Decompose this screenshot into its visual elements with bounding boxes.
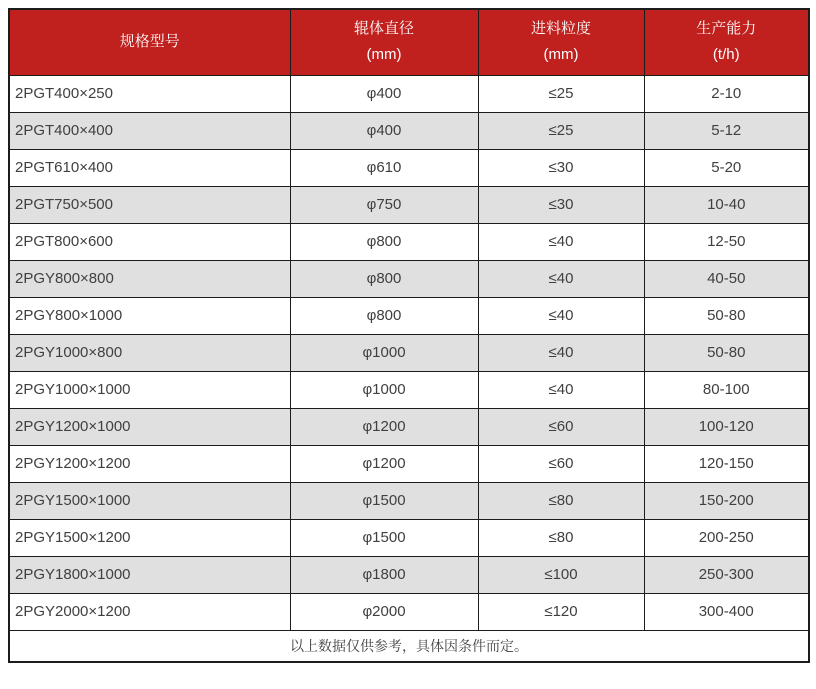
model-cell: 2PGY1200×1200 (9, 445, 290, 482)
col-header-unit: (mm) (543, 46, 579, 64)
model-cell: 2PGY1000×800 (9, 334, 290, 371)
col-header-unit: (mm) (366, 46, 402, 64)
roller-diameter-cell: φ1800 (290, 556, 478, 593)
model-cell: 2PGY1800×1000 (9, 556, 290, 593)
spec-table (8, 8, 810, 663)
roller-diameter-cell: φ610 (290, 149, 478, 186)
model-cell: 2PGY2000×1200 (9, 593, 290, 630)
roller-diameter-cell: φ800 (290, 260, 478, 297)
capacity-cell: 12-50 (644, 223, 809, 260)
feed-size-cell: ≤80 (478, 482, 644, 519)
capacity-cell: 50-80 (644, 334, 809, 371)
feed-size-cell: ≤40 (478, 334, 644, 371)
col-header-roller-diameter (290, 9, 478, 75)
footer-row (9, 630, 809, 662)
col-header-model (9, 9, 290, 75)
capacity-cell: 150-200 (644, 482, 809, 519)
col-header-capacity (644, 9, 809, 75)
table-row (9, 149, 809, 186)
feed-size-cell: ≤60 (478, 445, 644, 482)
model-cell: 2PGT400×250 (9, 75, 290, 112)
capacity-cell: 250-300 (644, 556, 809, 593)
capacity-cell: 100-120 (644, 408, 809, 445)
table-body (9, 75, 809, 630)
table-row (9, 371, 809, 408)
feed-size-cell: ≤40 (478, 260, 644, 297)
header-row (9, 9, 809, 75)
feed-size-cell: ≤25 (478, 112, 644, 149)
feed-size-cell: ≤40 (478, 223, 644, 260)
feed-size-cell: ≤25 (478, 75, 644, 112)
roller-diameter-cell: φ800 (290, 223, 478, 260)
table-row (9, 75, 809, 112)
table-row (9, 519, 809, 556)
model-cell: 2PGT800×600 (9, 223, 290, 260)
capacity-cell: 80-100 (644, 371, 809, 408)
roller-diameter-cell: φ800 (290, 297, 478, 334)
model-cell: 2PGY1000×1000 (9, 371, 290, 408)
model-cell: 2PGY1200×1000 (9, 408, 290, 445)
capacity-cell: 300-400 (644, 593, 809, 630)
feed-size-cell: ≤40 (478, 371, 644, 408)
capacity-cell: 10-40 (644, 186, 809, 223)
feed-size-cell: ≤30 (478, 186, 644, 223)
roller-diameter-cell: φ1500 (290, 482, 478, 519)
model-cell: 2PGT610×400 (9, 149, 290, 186)
col-header-title: 规格型号 (119, 33, 180, 51)
feed-size-cell: ≤30 (478, 149, 644, 186)
capacity-cell: 5-20 (644, 149, 809, 186)
capacity-cell: 40-50 (644, 260, 809, 297)
roller-diameter-cell: φ1500 (290, 519, 478, 556)
roller-diameter-cell: φ1200 (290, 408, 478, 445)
table-row (9, 482, 809, 519)
roller-diameter-cell: φ400 (290, 75, 478, 112)
feed-size-cell: ≤80 (478, 519, 644, 556)
roller-diameter-cell: φ1200 (290, 445, 478, 482)
model-cell: 2PGT400×400 (9, 112, 290, 149)
feed-size-cell: ≤120 (478, 593, 644, 630)
capacity-cell: 50-80 (644, 297, 809, 334)
table-row (9, 260, 809, 297)
capacity-cell: 2-10 (644, 75, 809, 112)
feed-size-cell: ≤40 (478, 297, 644, 334)
feed-size-cell: ≤100 (478, 556, 644, 593)
roller-diameter-cell: φ1000 (290, 334, 478, 371)
capacity-cell: 5-12 (644, 112, 809, 149)
roller-diameter-cell: φ2000 (290, 593, 478, 630)
model-cell: 2PGY800×1000 (9, 297, 290, 334)
table-row (9, 556, 809, 593)
table-row (9, 334, 809, 371)
col-header-feed-size (478, 9, 644, 75)
footer-note: 以上数据仅供参考，具体因条件而定。 (9, 630, 809, 662)
model-cell: 2PGT750×500 (9, 186, 290, 223)
table-row (9, 223, 809, 260)
roller-diameter-cell: φ1000 (290, 371, 478, 408)
model-cell: 2PGY1500×1200 (9, 519, 290, 556)
roller-diameter-cell: φ400 (290, 112, 478, 149)
col-header-title: 辊体直径 (353, 20, 414, 38)
table-row (9, 186, 809, 223)
table-row (9, 297, 809, 334)
roller-diameter-cell: φ750 (290, 186, 478, 223)
capacity-cell: 120-150 (644, 445, 809, 482)
capacity-cell: 200-250 (644, 519, 809, 556)
table-row (9, 445, 809, 482)
col-header-title: 生产能力 (696, 20, 757, 38)
model-cell: 2PGY800×800 (9, 260, 290, 297)
col-header-unit: (t/h) (712, 46, 740, 64)
table-row (9, 408, 809, 445)
table-row (9, 593, 809, 630)
col-header-title: 进料粒度 (530, 20, 591, 38)
model-cell: 2PGY1500×1000 (9, 482, 290, 519)
feed-size-cell: ≤60 (478, 408, 644, 445)
table-row (9, 112, 809, 149)
